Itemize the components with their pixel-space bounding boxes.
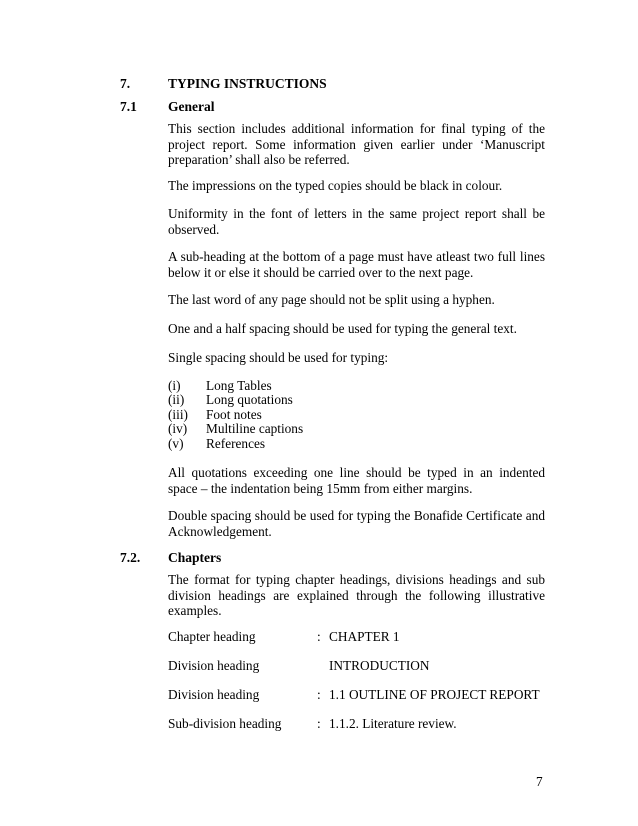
list-index: (ii) <box>168 392 185 407</box>
list-index: (v) <box>168 436 184 451</box>
list-item: Foot notes <box>206 407 262 422</box>
list-item: Long Tables <box>206 378 272 393</box>
list-index: (iii) <box>168 407 188 422</box>
heading-example-value: CHAPTER 1 <box>329 629 400 644</box>
heading-example-label: Sub-division heading <box>168 716 282 731</box>
subsection-title-chapters: Chapters <box>168 550 222 565</box>
paragraph-intro: This section includes additional information for final typing of the project report. Some information given earlier under ‘Manuscript preparation’ shall also be referred. <box>168 121 545 167</box>
paragraph-subheading: A sub-heading at the bottom of a page must have atleast two full lines below it or else it should be carried over to the next page. <box>168 249 545 280</box>
paragraph-chapters-intro: The format for typing chapter headings, divisions headings and sub division headings are explained through the following illustrative examples. <box>168 572 545 618</box>
subsection-title-general: General <box>168 99 215 114</box>
paragraph-double-spacing: Double spacing should be used for typing the Bonafide Certificate and Acknowledgement. <box>168 508 545 539</box>
paragraph-spacing: One and a half spacing should be used for typing the general text. <box>168 321 517 336</box>
section-number: 7. <box>120 76 131 91</box>
paragraph-single-spacing: Single spacing should be used for typing: <box>168 350 389 365</box>
heading-example-colon: : <box>317 687 321 702</box>
list-item: Long quotations <box>206 392 293 407</box>
heading-example-value: 1.1.2. Literature review. <box>329 716 457 731</box>
paragraph-uniformity: Uniformity in the font of letters in the same project report shall be observed. <box>168 206 545 237</box>
paragraph-hyphen: The last word of any page should not be split using a hyphen. <box>168 292 495 307</box>
list-item: References <box>206 436 266 451</box>
subsection-number-general: 7.1 <box>120 99 137 114</box>
heading-example-value: 1.1 OUTLINE OF PROJECT REPORT <box>329 687 540 702</box>
heading-example-label: Division heading <box>168 658 260 673</box>
page-number: 7 <box>536 774 543 789</box>
subsection-number-chapters: 7.2. <box>120 550 141 565</box>
heading-example-label: Division heading <box>168 687 260 702</box>
heading-example-colon: : <box>317 629 321 644</box>
list-item: Multiline captions <box>206 421 304 436</box>
heading-example-label: Chapter heading <box>168 629 256 644</box>
heading-example-colon: : <box>317 716 321 731</box>
paragraph-impressions: The impressions on the typed copies should be black in colour. <box>168 178 503 193</box>
section-title: TYPING INSTRUCTIONS <box>168 76 327 91</box>
paragraph-quotations: All quotations exceeding one line should be typed in an indented space – the indentation being 15mm from either margins. <box>168 465 545 496</box>
heading-example-value: INTRODUCTION <box>329 658 430 673</box>
list-index: (iv) <box>168 421 188 436</box>
list-index: (i) <box>168 378 181 393</box>
